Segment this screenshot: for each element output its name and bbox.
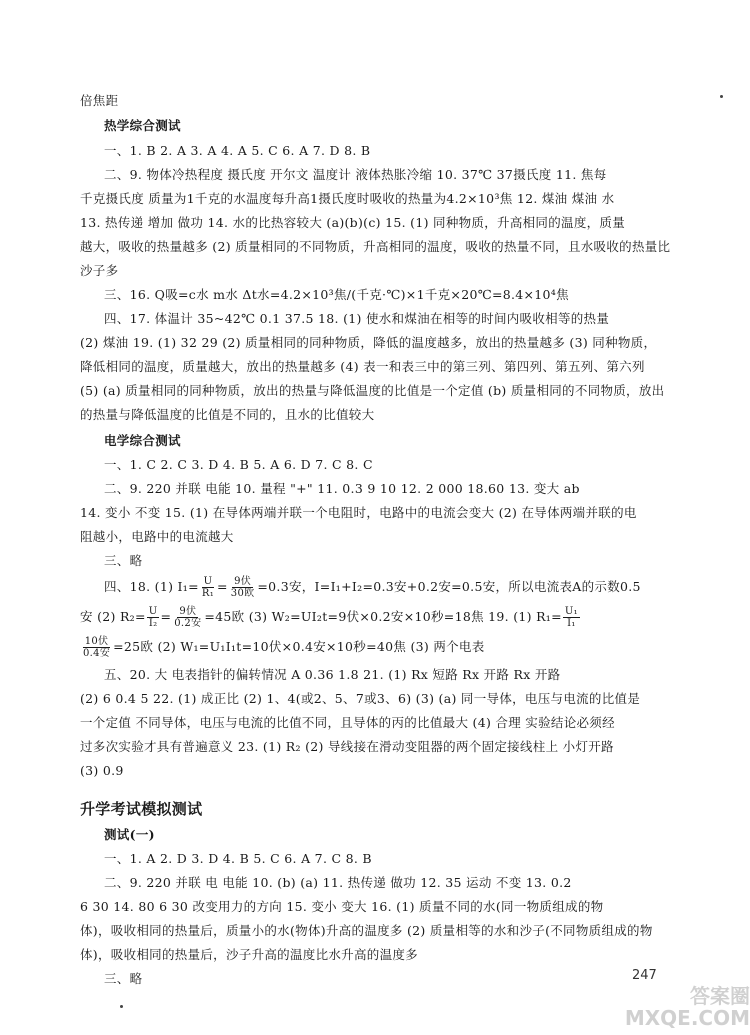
heat-line: 沙子多 xyxy=(80,263,119,278)
elec-tail-line: 一个定值 不同导体，电压与电流的比值不同，且导体的丙的比值最大 (4) 合理 实验结论必须经 xyxy=(80,715,615,730)
fraction: $\frac{U}{\text{R₁}}$ xyxy=(201,576,214,599)
fraction: $\frac{\text{9伏}}{\text{30欧}}$ xyxy=(230,576,255,599)
heat-line: 的热量与降低温度的比值是不同的，且水的比值较大 xyxy=(80,407,375,422)
elec-line: 三、略 xyxy=(104,553,143,568)
heat-line: 13. 热传递 增加 做功 14. 水的比热容较大 (a)(b)(c) 15. (1) 同种物质，升高相同的温度，质量 xyxy=(80,215,626,230)
heat-line: 千克摄氏度 质量为1千克的水温度每升高1摄氏度时吸收的热量为4.2×10³焦 12. 煤油 煤油 水 xyxy=(80,191,615,206)
heat-line: 四、17. 体温计 35~42℃ 0.1 37.5 18. (1) 使水和煤油在相等的时间内吸收相等的热量 xyxy=(104,311,610,326)
test1-line: 6 30 14. 80 6 30 改变用力的方向 15. 变小 变大 16. (1) 质量不同的水(同一物质组成的物 xyxy=(80,899,604,914)
watermark-logo: 答案圈 MXQE.COM xyxy=(624,984,750,1030)
elec-line: 阻越小，电路中的电流越大 xyxy=(80,529,234,544)
test1-line: 三、略 xyxy=(104,971,143,986)
elec-line: 二、9. 220 并联 电能 10. 量程 "+" 11. 0.3 9 10 12. 2 000 18.60 13. 变大 ab xyxy=(104,481,580,496)
test1-line: 体)，吸收相同的热量后，质量小的水(物体)升高的温度多 (2) 质量相等的水和沙子(不同物质组成的物 xyxy=(80,923,653,938)
elec-tail-line: (3) 0.9 xyxy=(80,763,124,778)
test1-line: 体)，吸收相同的热量后，沙子升高的温度比水升高的温度多 xyxy=(80,947,418,962)
elec-line: 14. 变小 不变 15. (1) 在导体两端并联一个电阻时，电路中的电流会变大 (2) 在导体两端并联的电 xyxy=(80,505,637,520)
elec-section-title: 电学综合测试 xyxy=(104,433,181,448)
heat-line: 降低相同的温度，质量越大，放出的热量越多 (4) 表一和表三中的第三列、第四列、第五列、第六列 xyxy=(80,359,645,374)
heat-line: (2) 煤油 19. (1) 32 29 (2) 质量相同的同种物质，降低的温度越多，放出的热量越多 (3) 同种物质， xyxy=(80,335,657,350)
elec-line: 一、1. C 2. C 3. D 4. B 5. A 6. D 7. C 8. C xyxy=(104,457,373,472)
elec-tail-line: 五、20. 大 电表指针的偏转情况 A 0.36 1.8 21. (1) Rx 短路 Rx 开路 Rx 开路 xyxy=(104,667,561,682)
intro-line: 倍焦距 xyxy=(80,93,119,108)
scan-dot xyxy=(720,95,723,98)
mock-section-title: 升学考试模拟测试 xyxy=(80,800,203,818)
elec-tail-line: 过多次实验才具有普遍意义 23. (1) R₂ (2) 导线接在滑动变阻器的两个固定接线柱上 小灯开路 xyxy=(80,739,614,754)
test1-line: 一、1. A 2. D 3. D 4. B 5. C 6. A 7. C 8. B xyxy=(104,851,372,866)
heat-line: 三、16. Q吸=c水 m水 Δt水=4.2×10³焦/(千克·℃)×1千克×20℃=8.4×10⁴焦 xyxy=(104,287,569,302)
heat-section-title: 热学综合测试 xyxy=(104,118,181,133)
fraction: $\frac{U}{\text{I₂}}$ xyxy=(148,606,158,629)
fraction: $\frac{\text{U₁}}{\text{I₁}}$ xyxy=(564,606,578,629)
q18-line-2: 安 (2) R₂= $\frac{U}{\text{I₂}}$ = $\frac{\text{9伏}}{\text{0.2安}}$ =45欧 (3) W₂=UI₂t=9伏×0.2安×10秒=18焦 19. (1) R₁= $\frac{\text{U₁}}{\text{I₁}}$ xyxy=(80,606,578,629)
elec-tail-line: (2) 6 0.4 5 22. (1) 成正比 (2) 1、4(或2、5、7或3、6) (3) (a) 同一导体，电压与电流的比值是 xyxy=(80,691,641,706)
heat-line: (5) (a) 质量相同的同种物质，放出的热量与降低温度的比值是一个定值 (b) 质量相同的不同物质，放出 xyxy=(80,383,665,398)
fraction: $\frac{\text{9伏}}{\text{0.2安}}$ xyxy=(174,606,202,629)
fraction: $\frac{\text{10伏}}{\text{0.4安}}$ xyxy=(83,636,111,659)
q18-line: 四、18. (1) I₁= $\frac{U}{\text{R₁}}$ = $\frac{\text{9伏}}{\text{30欧}}$ =0.3安，I=I₁+I₂=0.3安+0.2安=0.5安，所以电流表A的示数0.5 xyxy=(104,576,641,599)
q18-text: 四、18. (1) I₁= xyxy=(104,579,199,594)
heat-line: 一、1. B 2. A 3. A 4. A 5. C 6. A 7. D 8. B xyxy=(104,143,371,158)
q19-line: $\frac{\text{10伏}}{\text{0.4安}}$ =25欧 (2) W₁=U₁I₁t=10伏×0.4安×10秒=40焦 (3) 两个电表 xyxy=(83,636,485,659)
test1-title: 测试(一) xyxy=(104,827,155,842)
heat-line: 二、9. 物体冷热程度 摄氏度 开尔文 温度计 液体热胀冷缩 10. 37℃ 37摄氏度 11. 焦每 xyxy=(104,167,607,182)
heat-line: 越大，吸收的热量越多 (2) 质量相同的不同物质，升高相同的温度，吸收的热量不同，且水吸收的热量比 xyxy=(80,239,671,254)
test1-line: 二、9. 220 并联 电 电能 10. (b) (a) 11. 热传递 做功 12. 35 运动 不变 13. 0.2 xyxy=(104,875,572,890)
page-number: 247 xyxy=(632,968,657,983)
scan-dot xyxy=(120,1005,123,1008)
